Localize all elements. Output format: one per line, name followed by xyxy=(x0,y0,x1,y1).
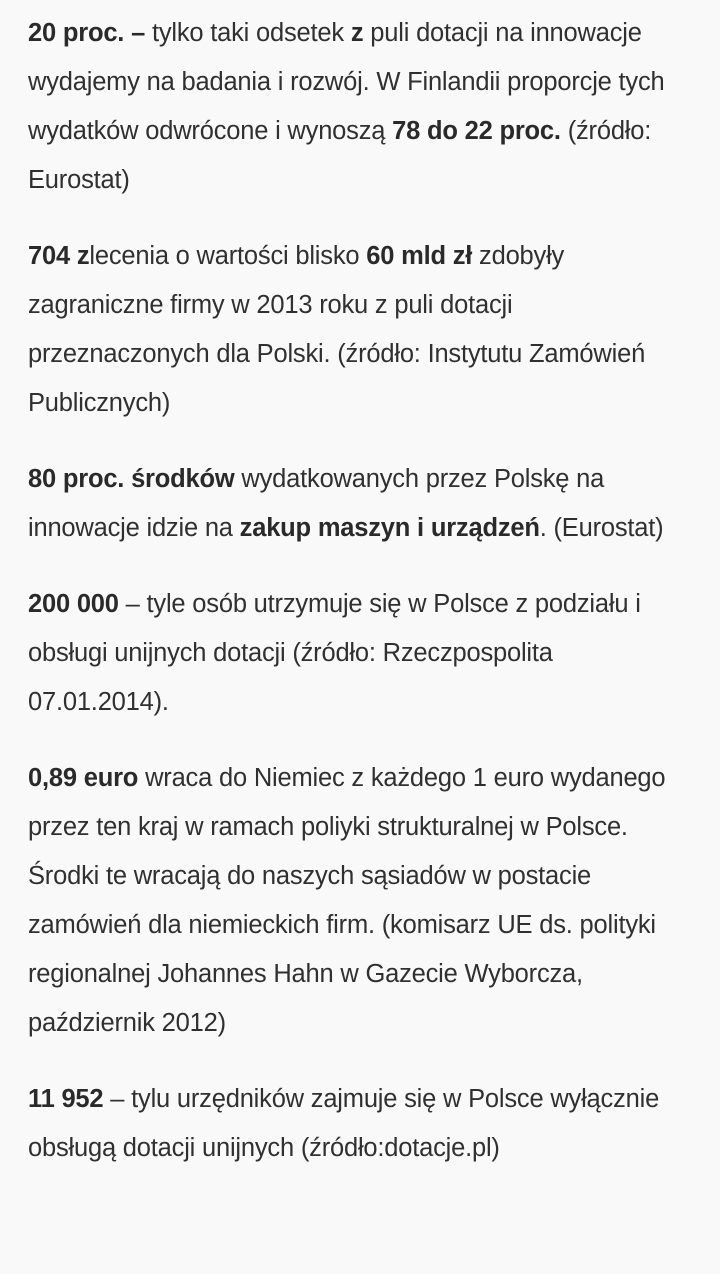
fact-highlight: zakup maszyn i urządzeń xyxy=(239,514,540,542)
fact-source: . (Eurostat) xyxy=(539,514,664,542)
fact-paragraph-6 xyxy=(28,1075,698,1173)
fact-text: tylko taki odsetek xyxy=(151,19,351,47)
fact-text: wydatkowanych przez Polskę na innowacje idzie na xyxy=(28,465,605,542)
fact-text: lecenia o wartości blisko xyxy=(89,242,367,270)
fact-highlight: 11 952 xyxy=(28,1085,104,1113)
fact-paragraph-4 xyxy=(28,580,698,727)
fact-text: – tylu urzędników zajmuje się w Polsce wyłącznie obsługą dotacji unijnych (źródło:dotacje.pl) xyxy=(28,1085,660,1162)
fact-text: puli dotacji na innowacje wydajemy na badania i rozwój. W Finlandii proporcje tych wydatków odwrócone i wynoszą xyxy=(28,19,665,145)
fact-text: wraca do Niemiec z każdego 1 euro wydanego przez ten kraj w ramach poliyki strukturalnej w Polsce. Środki te wracają do naszych sąsiadów w postacie zamówień dla niemieckich firm. (komisarz UE ds. polityki regionalnej Johannes Hahn w Gazecie Wyborcza, październik 2012) xyxy=(28,764,666,1037)
fact-highlight: z xyxy=(350,19,364,47)
fact-paragraph-2 xyxy=(28,232,698,428)
fact-paragraph-3 xyxy=(28,455,698,553)
fact-highlight: 78 do 22 proc. xyxy=(392,117,561,145)
fact-paragraph-5 xyxy=(28,754,698,1048)
fact-highlight: 60 mld zł xyxy=(366,242,473,270)
fact-text: – tyle osób utrzymuje się w Polsce z podziału i obsługi unijnych dotacji (źródło: Rzeczpospolita 07.01.2014). xyxy=(28,590,641,716)
fact-highlight: 704 z xyxy=(28,242,90,270)
fact-highlight: 80 proc. środków xyxy=(28,465,235,493)
fact-source: (źródło: Eurostat) xyxy=(28,117,652,194)
fact-highlight: 0,89 euro xyxy=(28,764,139,792)
fact-paragraph-1 xyxy=(28,9,698,205)
fact-text: zdobyły zagraniczne firmy w 2013 roku z puli dotacji przeznaczonych dla Polski. (źródło: Instytutu Zamówień Publicznych) xyxy=(28,242,646,417)
fact-highlight: 20 proc. – xyxy=(28,19,152,47)
fact-highlight: 200 000 xyxy=(28,590,119,618)
